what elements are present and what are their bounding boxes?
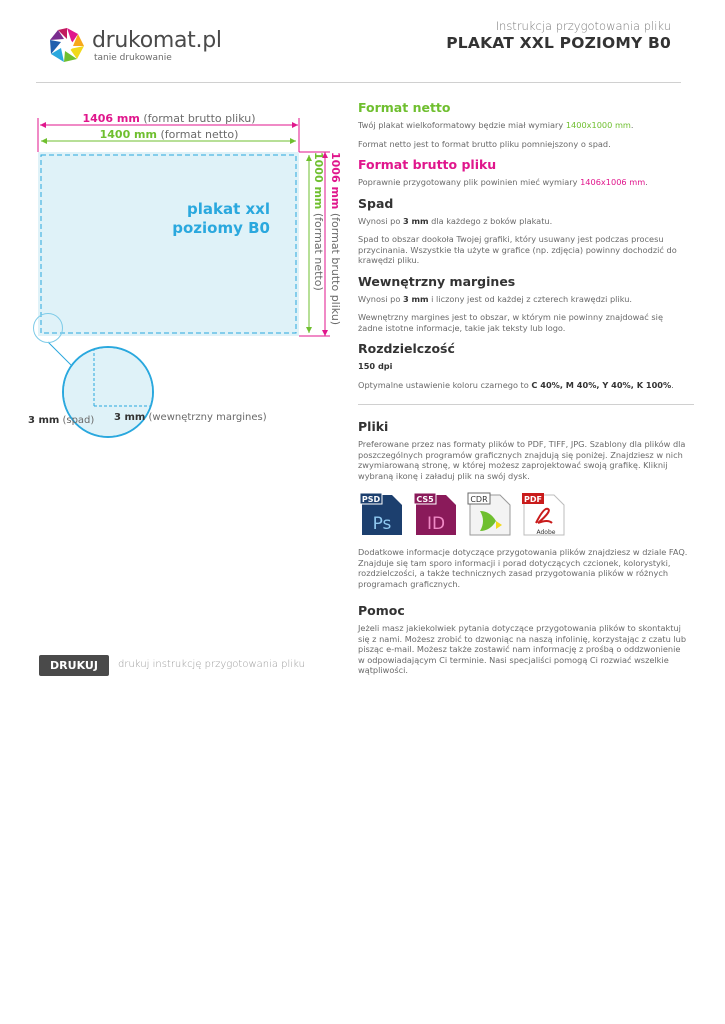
section-title: Pliki [358, 419, 389, 434]
section-text: Preferowane przez nas formaty plików to PDF, TIFF, JPG. Szablony dla plików dla poszczególnych programów graficznych znajdują się poniżej. Znajdziesz w nich zwymiarowaną stronę, w której możesz zaprojektować swoją grafikę. Kliknij wybraną ikonę i załaduj plik na swój dysk. [358, 439, 686, 481]
svg-text:CDR: CDR [470, 495, 488, 504]
section-title: Wewnętrzny margines [358, 273, 516, 289]
print-note: drukuj instrukcję przygotowania pliku [118, 659, 305, 670]
section-format-brutto [358, 157, 688, 188]
poster-label: plakat xxl poziomy B0 [172, 200, 270, 237]
coreldraw-icon[interactable] [466, 489, 514, 539]
section-resolution [358, 341, 688, 390]
section-title: Rozdzielczość [358, 341, 455, 356]
section-margin [358, 274, 688, 334]
document-kicker: Instrukcja przygotowania pliku [495, 19, 671, 33]
section-spad [358, 196, 688, 266]
document-title: PLAKAT XXL POZIOMY B0 [446, 34, 671, 52]
section-title: Spad [358, 195, 394, 211]
brand-tagline: tanie drukowanie [94, 53, 172, 63]
photoshop-icon[interactable] [358, 489, 406, 539]
print-button[interactable]: DRUKUJ [39, 655, 109, 676]
pdf-icon[interactable] [520, 489, 568, 539]
svg-text:Ps: Ps [372, 514, 392, 534]
section-text: Spad to obszar dookoła Twojej grafiki, który usuwany jest podczas procesu przycinania. Wszystkie tła użyte w grafice (np. zdjęcia) powinny dochodzić do krawędzi pliku. [358, 234, 677, 265]
section-text: Wewnętrzny margines jest to obszar, w którym nie powinny znajdować się żadne istotne informacje, takie jak teksty lub logo. [358, 312, 663, 333]
section-text: Jeżeli masz jakiekolwiek pytania dotyczące przygotowania plików to skontaktuj się z nami. Możesz zrobić to dzwoniąc na naszą infolinię, korzystając z czatu lub pisząc e-mail. Możesz także zostawić nam informację z prośbą o oddzwonienie w odpowiadającym Ci terminie. Nasi specjaliści pomogą Ci rozwiać wszelkie wątpliwości. [358, 623, 687, 675]
svg-text:CS5: CS5 [416, 495, 434, 504]
instructions-column [358, 100, 688, 684]
section-text: Twój plakat wielkoformatowy będzie miał wymiary 1400x1000 mm. [358, 120, 634, 130]
section-format-netto [358, 100, 688, 149]
gross-height-label: 1006 mm (format brutto pliku) [329, 152, 342, 326]
brand-name: drukomat.pl [92, 28, 222, 53]
section-text: Poprawnie przygotowany plik powinien mieć wymiary 1406x1006 mm. [358, 177, 648, 187]
zoom-source-circle [33, 313, 63, 343]
section-title: Pomoc [358, 603, 405, 618]
section-text: Wynosi po 3 mm dla każdego z boków plakatu. [358, 215, 553, 226]
section-files [358, 419, 688, 589]
section-title: Format brutto pliku [358, 157, 497, 172]
spad-label: 3 mm (spad) [28, 415, 95, 426]
margin-label: 3 mm (wewnętrzny margines) [114, 412, 267, 423]
section-title: Format netto [358, 100, 451, 115]
gross-width-label: 1406 mm (format brutto pliku) [82, 112, 256, 125]
net-width-label: 1400 mm (format netto) [99, 128, 239, 141]
resolution-value: 150 dpi [358, 361, 393, 371]
section-divider [358, 404, 694, 405]
net-height-label: 1000 mm (format netto) [312, 152, 325, 291]
svg-text:PSD: PSD [361, 495, 381, 504]
template-icons [358, 489, 688, 539]
svg-text:ID: ID [426, 514, 446, 534]
section-text: Optymalne ustawienie koloru czarnego to C 40%, M 40%, Y 40%, K 100%. [358, 379, 674, 390]
section-text: Format netto jest to format brutto pliku pomniejszony o spad. [358, 138, 611, 149]
indesign-icon[interactable] [412, 489, 460, 539]
section-text: Dodatkowe informacje dotyczące przygotowania plików znajdziesz w dziale FAQ. Znajduje się tam sporo informacji i porad dotyczących czcionek, kolorystyki, rozdzielczości, a także technicznych zasad przygotowania plików w różnych programach graficznych. [358, 547, 688, 589]
svg-text:PDF: PDF [524, 495, 542, 504]
svg-text:Adobe: Adobe [536, 529, 556, 536]
section-help [358, 603, 688, 676]
section-text: Wynosi po 3 mm i liczony jest od każdej z czterech krawędzi pliku. [358, 293, 632, 304]
